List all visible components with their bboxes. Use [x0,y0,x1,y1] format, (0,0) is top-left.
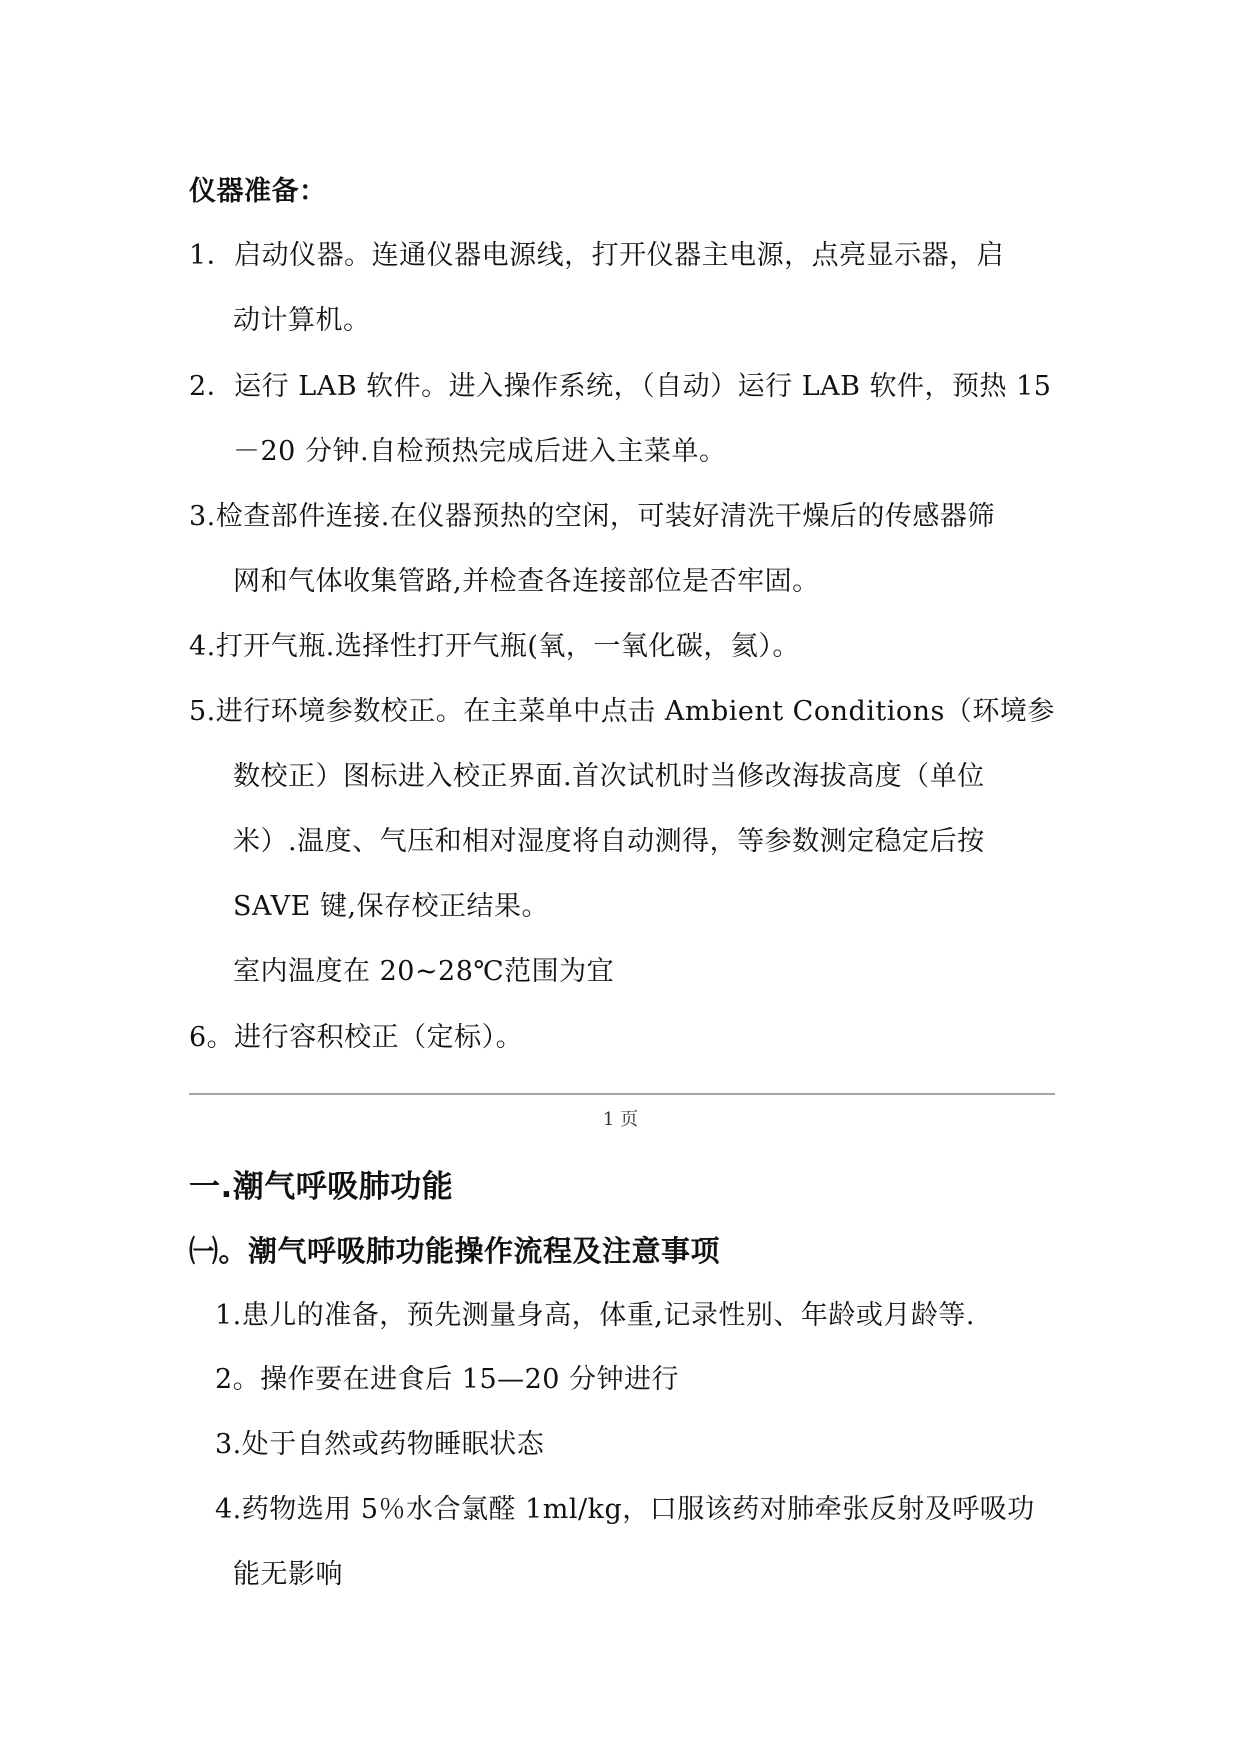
prep-item-6: 6。进行容积校正（定标）。 [189,1022,524,1053]
prep-item-4: 4.打开气瓶.选择性打开气瓶(氧，一氧化碳，氦）。 [189,631,800,662]
prep-item-3-line-1: 3.检查部件连接.在仪器预热的空闲，可装好清洗干燥后的传感器筛 [189,501,995,532]
procedure-step-4-line-1: 4.药物选用 5％水合氯醛 1ml/kg，口服该药对肺牵张反射及呼吸功 [215,1494,1035,1525]
procedure-step-1: 1.患儿的准备，预先测量身高，体重,记录性别、年龄或月龄等. [215,1300,975,1331]
prep-item-5-line-1: 5.进行环境参数校正。在主菜单中点击 Ambient Conditions（环境参 [189,696,1055,727]
prep-item-2-line-2: －20 分钟.自检预热完成后进入主菜单。 [233,436,727,467]
prep-item-5-note: 室内温度在 20~28℃范围为宜 [233,956,615,987]
prep-item-2-line-1: 2．运行 LAB 软件。进入操作系统，（自动）运行 LAB 软件，预热 15 [189,371,1052,402]
prep-item-1-line-2: 动计算机。 [233,305,371,336]
prep-item-3-line-2: 网和气体收集管路,并检查各连接部位是否牢固。 [233,566,820,597]
prep-item-5-line-4: SAVE 键,保存校正结果。 [233,891,550,922]
section-title: 一.潮气呼吸肺功能 [189,1169,454,1205]
prep-item-5-line-3: 米）.温度、气压和相对湿度将自动测得，等参数测定稳定后按 [233,826,985,857]
page-divider [189,1093,1055,1095]
prep-item-5-line-2: 数校正）图标进入校正界面.首次试机时当修改海拔高度（单位 [233,761,985,792]
page-number: 1 页 [602,1109,639,1130]
subsection-title: ㈠。潮气呼吸肺功能操作流程及注意事项 [189,1234,721,1268]
prep-item-1-line-1: 1．启动仪器。连通仪器电源线，打开仪器主电源，点亮显示器，启 [189,240,1005,271]
instrument-prep-heading: 仪器准备： [189,176,327,207]
procedure-step-4-line-2: 能无影响 [233,1559,343,1590]
procedure-step-3: 3.处于自然或药物睡眠状态 [215,1429,545,1460]
procedure-step-2: 2。操作要在进食后 15—20 分钟进行 [215,1364,680,1395]
